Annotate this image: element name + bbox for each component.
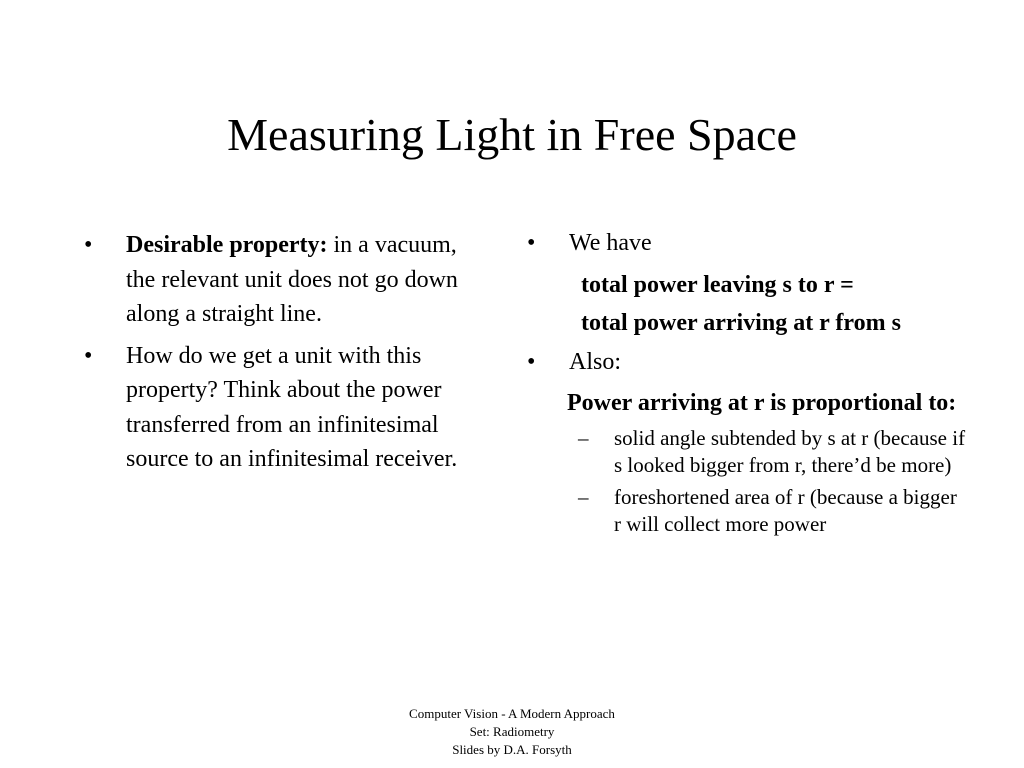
sub-bullet-text: foreshortened area of r (because a bigger r will collect more power: [614, 484, 957, 536]
bullet-desirable-property: [84, 228, 484, 332]
bullet-text: We have: [569, 230, 652, 256]
bullet-text: How do we get a unit with this property? Think about the power transferred from an infinitesimal source to an infinitesimal receiver.: [126, 342, 458, 472]
proportional-heading: Power arriving at r is proportional to:: [567, 390, 957, 416]
bullet-icon: •: [84, 232, 93, 258]
dash-icon: –: [578, 425, 589, 450]
footer-line-set: Set: Radiometry: [469, 724, 555, 739]
bullet-we-have: [527, 226, 967, 261]
bullet-icon: •: [84, 342, 93, 369]
bullet-bold-label: Desirable property:: [126, 232, 328, 258]
bullet-also: [527, 345, 967, 380]
bullet-how-do-we: [84, 339, 484, 477]
sub-bullet-text: solid angle subtended by s at r (because if s looked bigger from r, there’d be more): [614, 425, 966, 477]
dash-icon: –: [578, 484, 589, 509]
equation-line-leaving: total power leaving s to r =: [581, 271, 854, 298]
sub-bullet-solid-angle: [527, 425, 967, 479]
bullet-icon: •: [527, 348, 536, 375]
slide-footer: [0, 705, 1024, 759]
bullet-text: in a vacuum, the relevant unit does not go down along a straight line.: [126, 232, 458, 327]
right-column: [527, 226, 967, 543]
equation-line-arriving: total power arriving at r from s: [581, 310, 901, 336]
slide-title: Measuring Light in Free Space: [227, 109, 797, 160]
left-column: [84, 228, 484, 484]
sub-bullet-foreshortened: [527, 484, 967, 538]
footer-line-author: Slides by D.A. Forsyth: [452, 742, 572, 757]
footer-line-book: Computer Vision - A Modern Approach: [409, 706, 615, 721]
bullet-text: Also:: [569, 348, 622, 375]
bullet-icon: •: [527, 230, 536, 256]
